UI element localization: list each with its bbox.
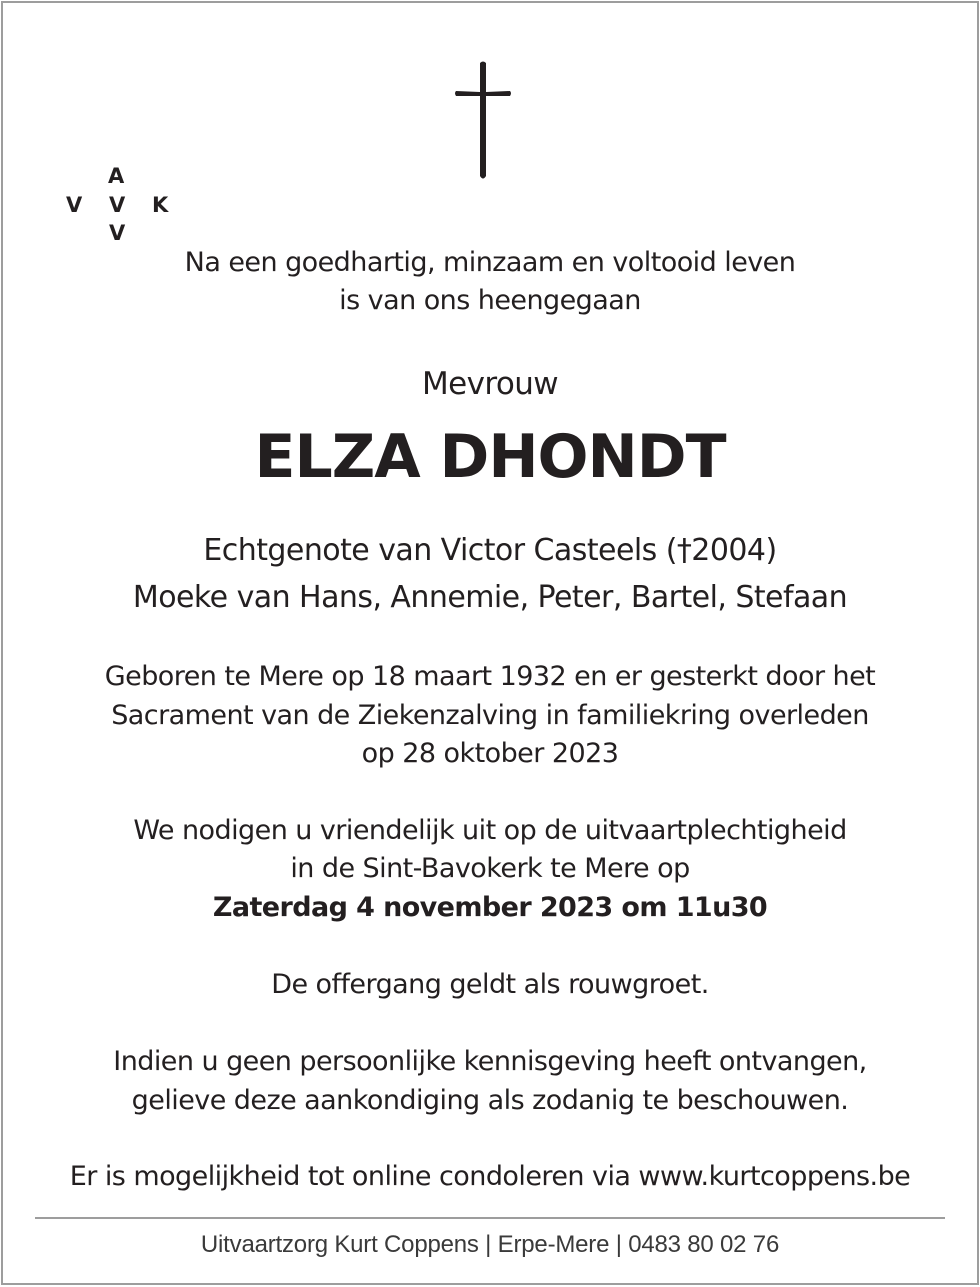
avvk-letter-center: V xyxy=(109,193,126,217)
avvk-letter-top: A xyxy=(108,164,125,188)
intro-line-1: Na een goedhartig, minzaam en voltooid leven xyxy=(184,247,796,278)
relation-children: Moeke van Hans, Annemie, Peter, Bartel, Stefaan xyxy=(132,580,848,615)
cross-icon xyxy=(452,60,514,182)
birth-line-1: Geboren te Mere op 18 maart 1932 en er gesterkt door het xyxy=(104,661,876,692)
funeral-datetime: Zaterdag 4 november 2023 om 11u30 xyxy=(212,892,768,923)
honorific: Mevrouw xyxy=(422,366,558,402)
offering-note: De offergang geldt als rouwgroet. xyxy=(271,969,709,1000)
condolence-text: Er is mogelijkheid tot online condoleren via www.kurtcoppens.be xyxy=(69,1161,911,1192)
invitation-line-1: We nodigen u vriendelijk uit op de uitvaartplechtigheid xyxy=(133,815,847,846)
footer-contact: Uitvaartzorg Kurt Coppens | Erpe-Mere | 0483 80 02 76 xyxy=(200,1231,780,1258)
invitation-line-2: in de Sint-Bavokerk te Mere op xyxy=(290,853,690,884)
avvk-letter-bottom: V xyxy=(109,221,126,245)
avvk-letter-left: V xyxy=(66,193,83,217)
deceased-name: ELZA DHONDT xyxy=(254,422,726,492)
avvk-symbol xyxy=(58,160,178,250)
birth-line-3: op 28 oktober 2023 xyxy=(361,738,619,769)
intro-line-2: is van ons heengegaan xyxy=(339,285,641,316)
notice-line-1: Indien u geen persoonlijke kennisgeving heeft ontvangen, xyxy=(113,1046,867,1077)
relation-spouse: Echtgenote van Victor Casteels (†2004) xyxy=(203,533,777,568)
avvk-letter-right: K xyxy=(152,193,169,217)
footer-divider xyxy=(35,1217,945,1219)
birth-line-2: Sacrament van de Ziekenzalving in familiekring overleden xyxy=(111,700,869,731)
notice-line-2: gelieve deze aankondiging als zodanig te beschouwen. xyxy=(131,1085,849,1116)
